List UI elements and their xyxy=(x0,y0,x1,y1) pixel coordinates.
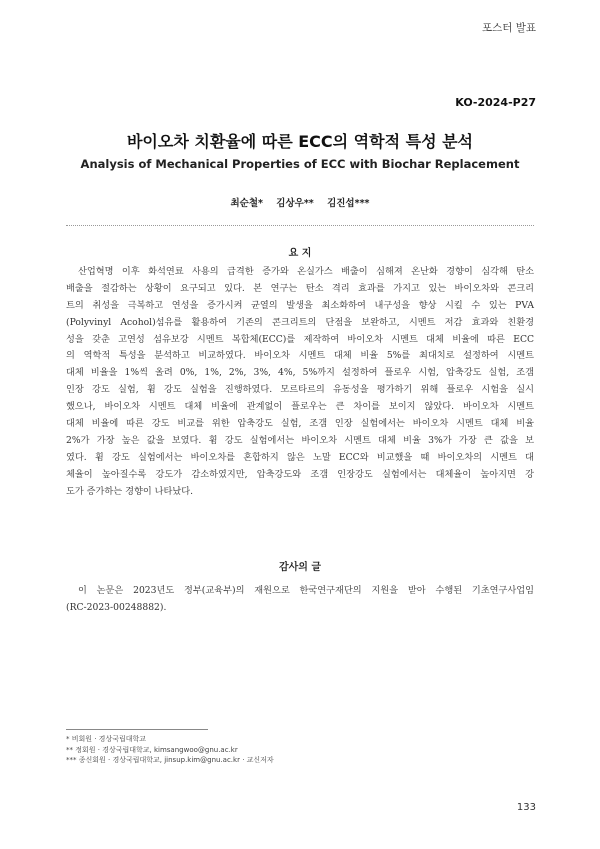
abstract-line: 였다. 휨 강도 실험에서는 바이오차를 혼합하지 않은 노말 ECC와 비교했을 때 바이오차의 시멘트 대 xyxy=(66,451,534,463)
footnote-2: ** 정회원 · 경상국립대학교, kimsangwoo@gnu.ac.kr xyxy=(66,745,238,754)
category-label: 포스터 발표 xyxy=(481,22,536,34)
acknowledgement-line: 이 논문은 2023년도 정부(교육부)의 재원으로 한국연구재단의 지원을 받아 수행된 기초연구사업임 xyxy=(78,585,534,596)
acknowledgement-body xyxy=(66,583,534,617)
page-number: 133 xyxy=(516,802,536,813)
abstract-line: 산업혁명 이후 화석연료 사용의 급격한 증가와 온실가스 배출이 심해져 온난화 경향이 심각해 탄소 xyxy=(78,266,534,277)
acknowledgement-heading: 감사의 글 xyxy=(278,562,322,573)
footnote-3: *** 종신회원 · 경상국립대학교, jinsup.kim@gnu.ac.kr · 교신저자 xyxy=(66,756,274,764)
paper-code: KO-2024-P27 xyxy=(455,96,536,109)
author-list xyxy=(0,195,600,209)
section-divider xyxy=(66,225,534,226)
abstract-line: 2%가 가장 높은 값을 보였다. 휨 강도 실험에서는 바이오차 시멘트 대체 비율 3%가 가장 큰 값을 보 xyxy=(66,434,534,446)
title-english: Analysis of Mechanical Properties of ECC with Biochar Replacement xyxy=(80,157,520,171)
author-1: 최순철* xyxy=(230,198,263,209)
footnote-1: * 비회원 · 경상국립대학교 xyxy=(66,735,147,743)
footnote-rule xyxy=(66,729,208,730)
abstract-line: 도가 증가하는 경향이 나타났다. xyxy=(66,485,194,497)
abstract-line: 대체 비율을 1%씩 올려 0%, 1%, 2%, 3%, 4%, 5%까지 설정하여 플로우 시험, 압축강도 실험, 조갬 xyxy=(66,367,534,379)
abstract-line: 의 역학적 특성을 분석하고 비교하였다. 바이오차 시멘트 대체 비율 5%를 최대치로 설정하여 시멘트 xyxy=(66,350,534,362)
author-2: 김상우** xyxy=(276,198,314,209)
footnotes xyxy=(66,734,466,766)
abstract-line: 배출을 절감하는 상황이 요구되고 있다. 본 연구는 탄소 격리 효과를 가지고 있는 바이오차와 콘크리 xyxy=(66,282,534,294)
abstract-line: 대체 비율에 따른 강도 비교를 위한 압축강도 실험, 조갬 인장 실험에서는 바이오차 시멘트 대체 비율 xyxy=(66,418,534,430)
abstract-line: 체율이 높아질수록 강도가 감소하였지만, 압축강도와 조갬 인장강도 실험에서는 대체율이 높아지면 강 xyxy=(66,468,534,480)
abstract-line: 성을 갖춘 고연성 섬유보강 시멘트 복합체(ECC)를 제작하여 바이오차 시멘트 대체 비율에 따른 ECC xyxy=(66,333,534,345)
acknowledgement-line: (RC-2023-00248882). xyxy=(66,601,167,613)
abstract-line: (Polyvinyl Acohol)섬유를 활용하여 기존의 콘크리트의 단점을 보완하고, 시멘트 저감 효과와 친환경 xyxy=(66,316,534,328)
abstract-body xyxy=(66,264,534,500)
abstract-line: 했으나, 바이오차 시멘트 대체 비율에 관계없이 플로우는 큰 차이를 보이지 않았다. 바이오차 시멘트 xyxy=(66,401,534,413)
author-3: 김진섭*** xyxy=(327,198,370,209)
abstract-line: 인장 강도 실험, 휨 강도 실험을 진행하였다. 모르타르의 유동성을 평가하기 위해 플로우 시험을 실시 xyxy=(66,384,534,396)
abstract-line: 트의 취성을 극복하고 연성을 증가시켜 균열의 발생을 최소화하여 내구성을 향상 시킬 수 있는 PVA xyxy=(66,299,534,311)
abstract-heading: 요 지 xyxy=(288,248,312,259)
title-korean: 바이오차 치환율에 따른 ECC의 역학적 특성 분석 xyxy=(126,132,474,151)
